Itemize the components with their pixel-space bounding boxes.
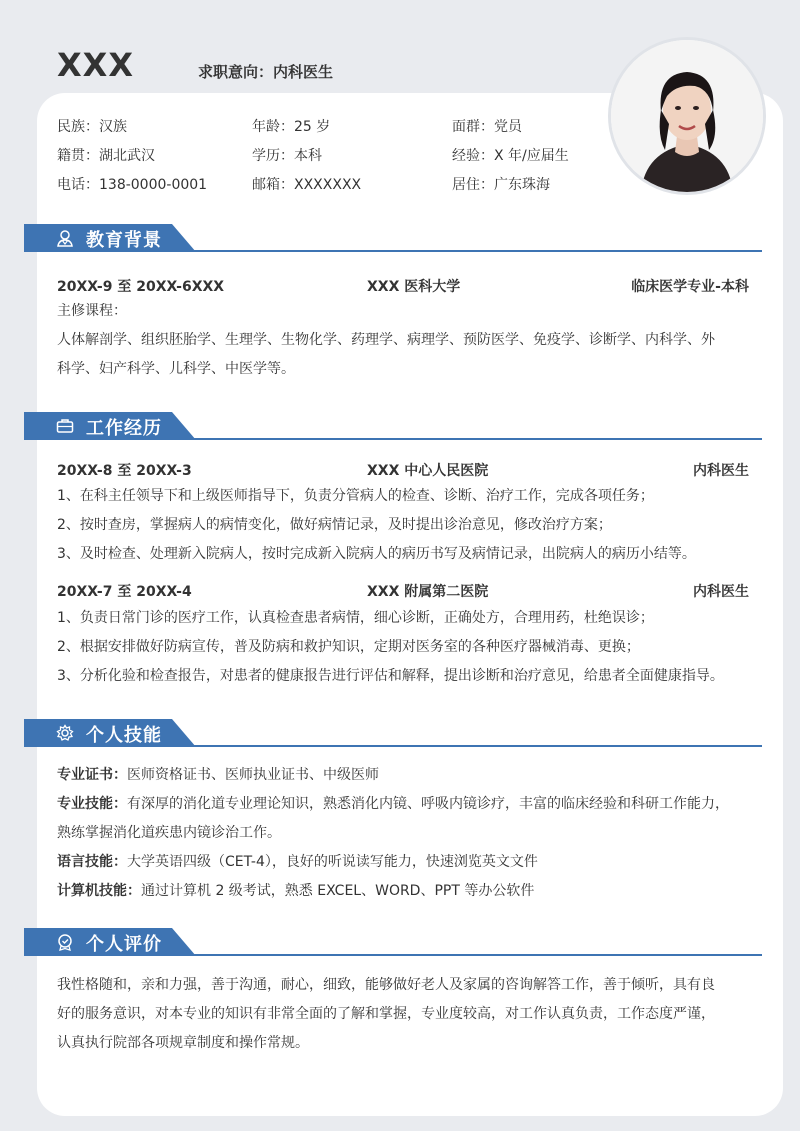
skill-language: 语言技能：大学英语四级（CET-4），良好的听说读写能力，快速浏览英文文件	[57, 854, 538, 870]
job-intent-value: 内科医生	[273, 63, 334, 81]
gear-icon	[56, 724, 74, 742]
skills-list	[57, 761, 751, 906]
info-residence: 居住：广东珠海	[452, 177, 550, 193]
section-header-evaluation	[24, 928, 762, 956]
skill-professional-cont: 熟练掌握消化道疾患内镜诊治工作。	[57, 825, 281, 841]
education-courses	[57, 297, 751, 384]
info-experience: 经验：X 年/应届生	[452, 148, 569, 164]
duty-item: 1、负责日常门诊的医疗工作，认真检查患者病情，细心诊断，正确处方，合理用药，杜绝误诊；	[57, 610, 654, 626]
duty-item: 2、根据安排做好防病宣传，普及防病和救护知识，定期对医务室的各种医疗器械消毒、更换；	[57, 639, 640, 655]
job-row	[57, 460, 749, 480]
info-age: 年龄：25 岁	[252, 119, 331, 135]
duty-item: 2、按时查房，掌握病人的病情变化，做好病情记录，及时提出诊治意见，修改治疗方案；	[57, 517, 612, 533]
job-org: XXX 中心人民医院	[367, 463, 489, 479]
section-header-skills	[24, 719, 762, 747]
evaluation-line: 我性格随和，亲和力强，善于沟通，耐心，细致，能够做好老人及家属的咨询解答工作，善于倾听，具有良	[57, 977, 715, 993]
evaluation-text	[57, 971, 751, 1058]
skill-professional: 专业技能：有深厚的消化道专业理论知识，熟悉消化内镜、呼吸内镜诊疗，丰富的临床经验和科研工作能力，	[57, 796, 729, 812]
skill-computer: 计算机技能：通过计算机 2 级考试，熟悉 EXCEL、WORD、PPT 等办公软件	[57, 883, 535, 899]
courses-line: 科学、妇产科学、儿科学、中医学等。	[57, 361, 295, 377]
duty-item: 3、及时检查、处理新入院病人，按时完成新入院病人的病历书写及病情记录，出院病人的病历小结等。	[57, 546, 696, 562]
section-title-evaluation: 个人评价	[86, 934, 162, 955]
job-org: XXX 附属第二医院	[367, 584, 489, 600]
skill-certificates: 专业证书：医师资格证书、医师执业证书、中级医师	[57, 767, 379, 783]
job-duties	[57, 604, 751, 691]
courses-label: 主修课程：	[57, 303, 127, 319]
job-intent-label: 求职意向：	[198, 63, 274, 81]
info-ethnicity: 民族：汉族	[57, 119, 127, 135]
job-date: 20XX-8 至 20XX-3	[57, 463, 192, 479]
badge-icon	[56, 933, 74, 951]
job-row	[57, 581, 749, 601]
job-intent	[198, 61, 333, 82]
duty-item: 3、分析化验和检查报告，对患者的健康报告进行评估和解释，提出诊断和治疗意见，给患者全面健康指导。	[57, 668, 724, 684]
courses-line: 人体解剖学、组织胚胎学、生理学、生物化学、药理学、病理学、预防医学、免疫学、诊断学、内科学、外	[57, 332, 715, 348]
person-icon	[56, 229, 74, 247]
info-phone: 电话：138-0000-0001	[57, 177, 208, 193]
duty-item: 1、在科主任领导下和上级医师指导下，负责分管病人的检查、诊断、治疗工作，完成各项任务；	[57, 488, 654, 504]
section-header-work	[24, 412, 762, 440]
job-role: 内科医生	[693, 584, 749, 600]
job-date: 20XX-7 至 20XX-4	[57, 584, 192, 600]
info-education-level: 学历：本科	[252, 148, 322, 164]
education-date: 20XX-9 至 20XX-6XXX	[57, 279, 225, 295]
info-email: 邮箱：XXXXXXX	[252, 177, 362, 193]
section-title-skills: 个人技能	[86, 725, 162, 746]
briefcase-icon	[56, 417, 74, 435]
evaluation-line: 认真执行院部各项规章制度和操作常规。	[57, 1035, 309, 1051]
candidate-name: XXX	[57, 46, 135, 84]
job-role: 内科医生	[693, 463, 749, 479]
education-school: XXX 医科大学	[367, 279, 461, 295]
job-duties	[57, 482, 751, 569]
education-major: 临床医学专业-本科	[631, 279, 749, 295]
section-title-work: 工作经历	[86, 418, 162, 439]
section-header-education	[24, 224, 762, 252]
section-title-education: 教育背景	[86, 230, 162, 251]
evaluation-line: 好的服务意识，对本专业的知识有非常全面的了解和掌握，专业度较高，对工作认真负责，工作态度严谨，	[57, 1006, 715, 1022]
info-political-status: 面群：党员	[452, 119, 522, 135]
education-row	[57, 276, 749, 296]
info-hometown: 籍贯：湖北武汉	[57, 148, 155, 164]
avatar	[611, 40, 763, 192]
